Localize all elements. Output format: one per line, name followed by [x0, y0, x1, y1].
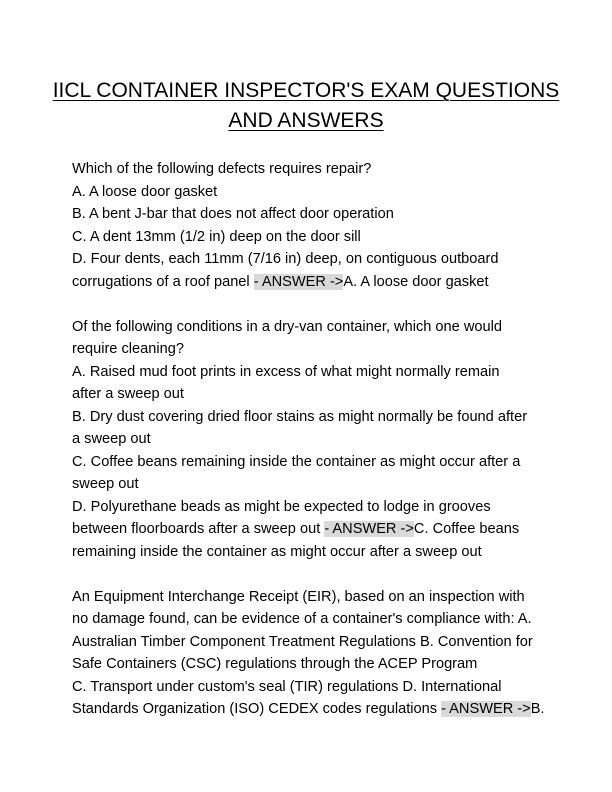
answer-marker: - ANSWER ->: [253, 273, 344, 290]
answer-line: [72, 271, 548, 294]
answer-line-prefix: between floorboards after a sweep out: [72, 521, 325, 537]
question-text: Which of the following defects requires repair?: [72, 161, 372, 177]
page-title: [40, 76, 572, 136]
document-body: [72, 158, 548, 721]
option-b: B. A bent J-bar that does not affect door operation: [72, 206, 394, 222]
question-text-cont: Australian Timber Component Treatment Regulations B. Convention for: [72, 633, 533, 650]
option-a: A. Raised mud foot prints in excess of what might normally remain: [72, 363, 500, 380]
answer-text-cont: remaining inside the container as might occur after a sweep out: [72, 543, 482, 560]
title-line-2: AND ANSWERS: [228, 109, 384, 132]
option-d: D. Four dents, each 11mm (7/16 in) deep, on contiguous outboard: [72, 251, 499, 267]
option-c-cont: sweep out: [72, 476, 139, 492]
option-a: A. A loose door gasket: [72, 183, 218, 200]
question-text-cont: require cleaning?: [72, 341, 184, 357]
option-b: B. Dry dust covering dried floor stains as might normally be found after: [72, 408, 528, 425]
answer-text: B.: [530, 701, 545, 717]
answer-text: A. A loose door gasket: [343, 273, 489, 290]
paragraph-gap: [72, 563, 548, 586]
option-b-cont: a sweep out: [72, 431, 151, 447]
question-text-cont: C. Transport under custom's seal (TIR) regulations D. International: [72, 678, 502, 695]
answer-line: [72, 518, 548, 541]
answer-line-prefix: Standards Organization (ISO) CEDEX codes regulations: [72, 701, 442, 717]
option-c: C. Coffee beans remaining inside the container as might occur after a: [72, 453, 521, 470]
answer-marker: - ANSWER ->: [324, 521, 414, 537]
question-text-cont: Safe Containers (CSC) regulations through the ACEP Program: [72, 656, 478, 672]
option-d: D. Polyurethane beads as might be expected to lodge in grooves: [72, 498, 491, 515]
paragraph-gap: [72, 293, 548, 316]
question-text-cont: no damage found, can be evidence of a container's compliance with: A.: [72, 611, 532, 627]
question-text: An Equipment Interchange Receipt (EIR), based on an inspection with: [72, 588, 525, 605]
answer-text: C. Coffee beans: [413, 521, 520, 537]
question-block-1: [72, 158, 548, 293]
option-c: C. A dent 13mm (1/2 in) deep on the door sill: [72, 228, 361, 245]
question-text: Of the following conditions in a dry-van container, which one would: [72, 318, 502, 335]
answer-line: [72, 698, 548, 721]
option-a-cont: after a sweep out: [72, 386, 184, 402]
question-block-3: [72, 586, 548, 721]
answer-marker: - ANSWER ->: [441, 701, 531, 717]
answer-line-prefix: corrugations of a roof panel: [72, 273, 254, 290]
question-block-2: [72, 316, 548, 564]
title-line-1: IICL CONTAINER INSPECTOR'S EXAM QUESTIONS: [52, 79, 560, 102]
